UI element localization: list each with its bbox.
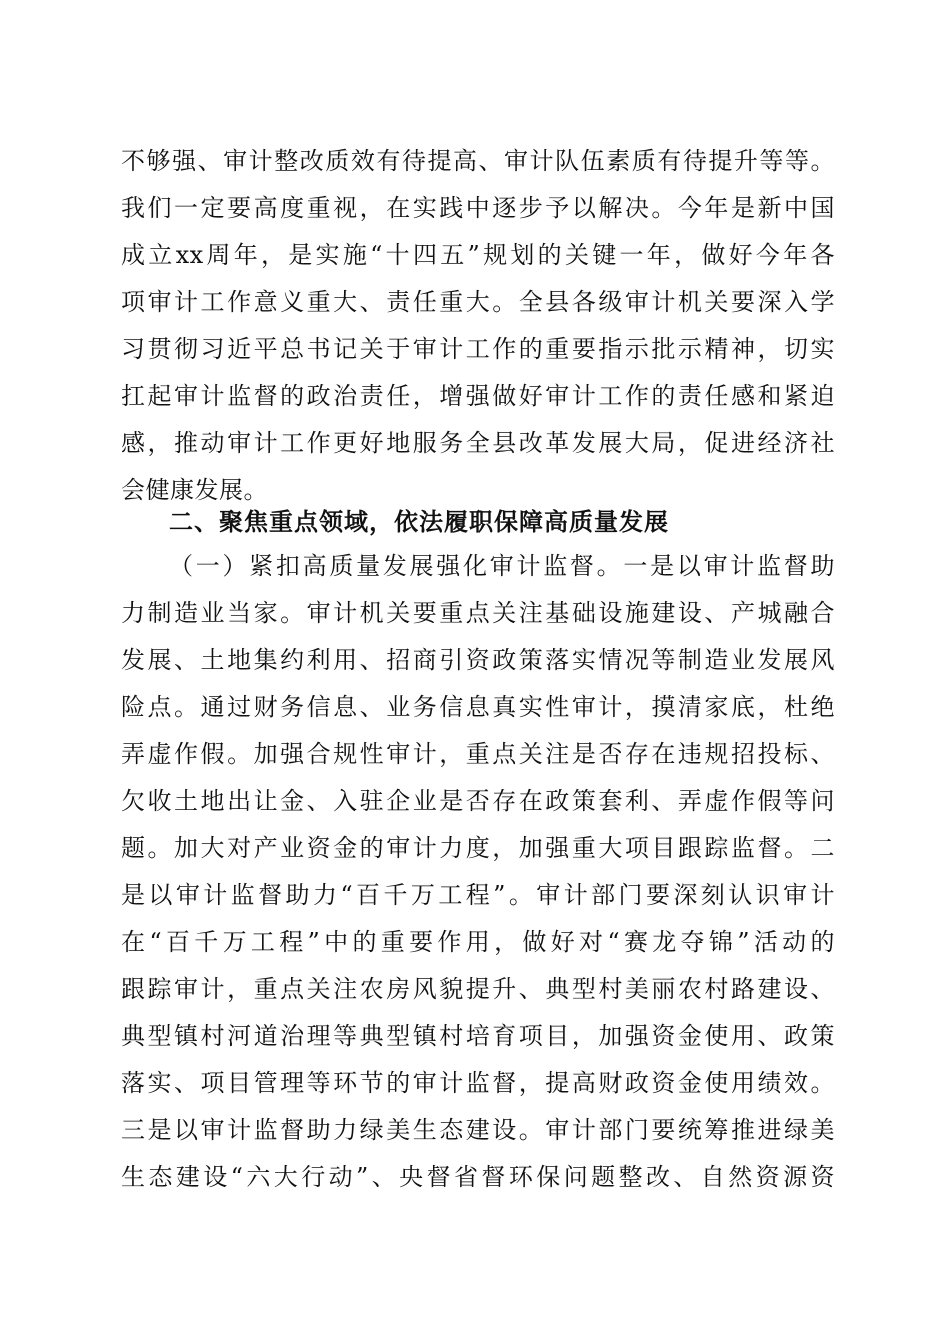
text-line: 成立xx周年，是实施“十四五”规划的关键一年，做好今年各 — [121, 241, 835, 269]
text-line: 欠收土地出让金、入驻企业是否存在政策套利、弄虚作假等问 — [121, 787, 835, 815]
text-line: 感，推动审计工作更好地服务全县改革发展大局，促进经济社 — [121, 429, 835, 457]
text-line: 在“百千万工程”中的重要作用，做好对“赛龙夺锦”活动的 — [121, 928, 835, 956]
text-line: （一）紧扣高质量发展强化审计监督。一是以审计监督助 — [169, 552, 835, 580]
text-line: 力制造业当家。审计机关要重点关注基础设施建设、产城融合 — [121, 599, 835, 627]
text-line: 落实、项目管理等环节的审计监督，提高财政资金使用绩效。 — [121, 1069, 835, 1097]
text-line: 弄虚作假。加强合规性审计，重点关注是否存在违规招投标、 — [121, 740, 835, 768]
section-heading: 二、聚焦重点领域，依法履职保障高质量发展 — [169, 508, 669, 536]
text-line: 是以审计监督助力“百千万工程”。审计部门要深刻认识审计 — [121, 881, 835, 909]
text-line: 题。加大对产业资金的审计力度，加强重大项目跟踪监督。二 — [121, 834, 835, 862]
text-line: 扛起审计监督的政治责任，增强做好审计工作的责任感和紧迫 — [121, 382, 835, 410]
text-line: 不够强、审计整改质效有待提高、审计队伍素质有待提升等等。 — [121, 147, 835, 175]
text-line: 会健康发展。 — [121, 476, 268, 504]
text-line: 生态建设“六大行动”、央督省督环保问题整改、自然资源资 — [121, 1163, 835, 1191]
text-line: 发展、土地集约利用、招商引资政策落实情况等制造业发展风 — [121, 646, 835, 674]
text-line: 我们一定要高度重视，在实践中逐步予以解决。今年是新中国 — [121, 194, 835, 222]
text-line: 跟踪审计，重点关注农房风貌提升、典型村美丽农村路建设、 — [121, 975, 835, 1003]
text-line: 项审计工作意义重大、责任重大。全县各级审计机关要深入学 — [121, 288, 835, 316]
text-line: 三是以审计监督助力绿美生态建设。审计部门要统筹推进绿美 — [121, 1116, 835, 1144]
text-line: 典型镇村河道治理等典型镇村培育项目，加强资金使用、政策 — [121, 1022, 835, 1050]
text-line: 习贯彻习近平总书记关于审计工作的重要指示批示精神，切实 — [121, 335, 835, 363]
text-line: 险点。通过财务信息、业务信息真实性审计，摸清家底，杜绝 — [121, 693, 835, 721]
